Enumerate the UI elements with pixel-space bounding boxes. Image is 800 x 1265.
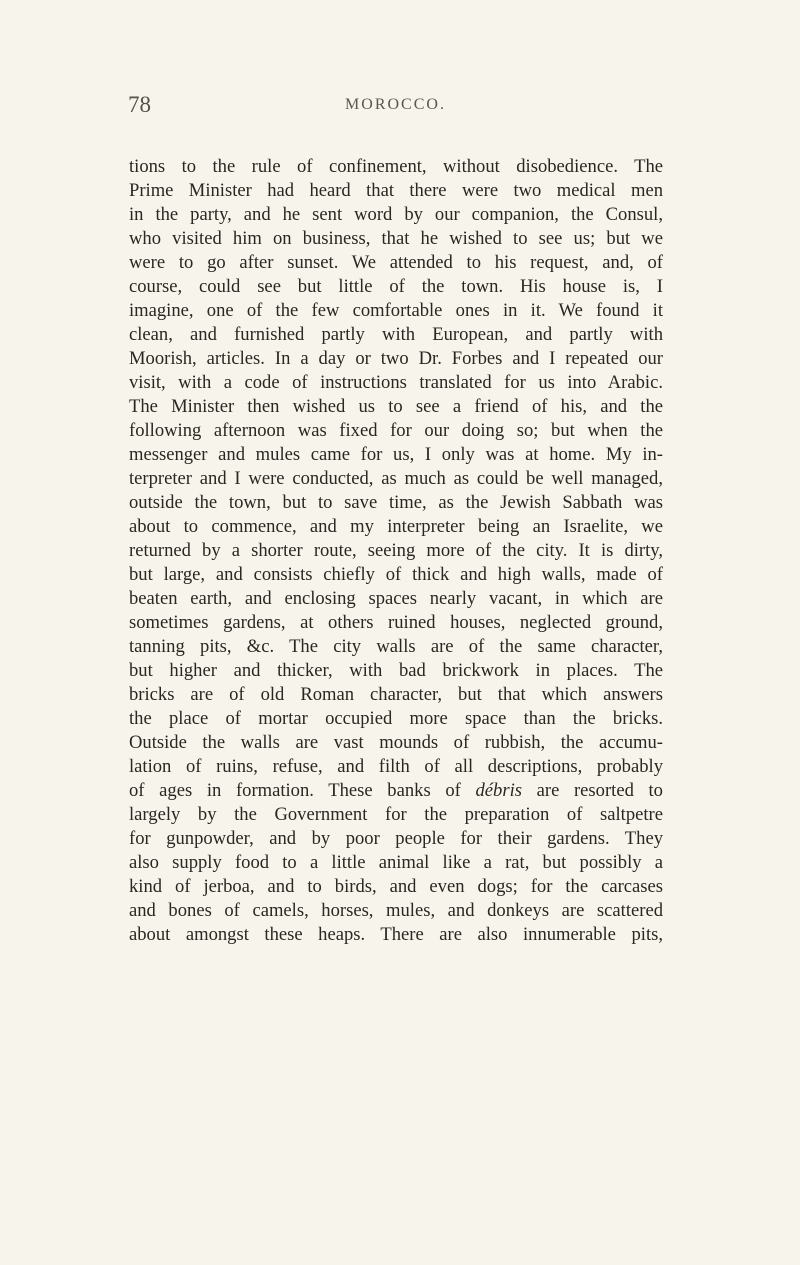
text-line: following afternoon was fixed for our doing so; but when the	[129, 420, 663, 441]
text-line: and bones of camels, horses, mules, and donkeys are scattered	[129, 900, 663, 921]
text-line: outside the town, but to save time, as the Jewish Sabbath was	[129, 492, 663, 513]
text-line: Prime Minister had heard that there were two medical men	[129, 180, 663, 201]
text-line: lation of ruins, refuse, and filth of all descriptions, probably	[129, 756, 663, 777]
page-number: 78	[128, 92, 151, 117]
text-line: the place of mortar occupied more space than the bricks.	[129, 708, 663, 729]
body-text	[129, 155, 663, 947]
text-line: course, could see but little of the town. His house is, I	[129, 276, 663, 297]
text-line: bricks are of old Roman character, but that which answers	[129, 684, 663, 705]
text-line: imagine, one of the few comfortable ones in it. We found it	[129, 300, 663, 321]
text-line: also supply food to a little animal like a rat, but possibly a	[129, 852, 663, 873]
text-line: The Minister then wished us to see a friend of his, and the	[129, 396, 663, 417]
text-line: kind of jerboa, and to birds, and even dogs; for the carcases	[129, 876, 663, 897]
text-line: but higher and thicker, with bad brickwork in places. The	[129, 660, 663, 681]
text-line: beaten earth, and enclosing spaces nearly vacant, in which are	[129, 588, 663, 609]
running-title: MOROCCO.	[345, 96, 446, 113]
text-line: who visited him on business, that he wished to see us; but we	[129, 228, 663, 249]
text-line: largely by the Government for the preparation of saltpetre	[129, 804, 663, 825]
text-line: sometimes gardens, at others ruined houses, neglected ground,	[129, 612, 663, 633]
text-line: of ages in formation. These banks of débris are resorted to	[129, 780, 663, 801]
text-line: in the party, and he sent word by our companion, the Consul,	[129, 204, 663, 225]
text-line: returned by a shorter route, seeing more of the city. It is dirty,	[129, 540, 663, 561]
text-line: tanning pits, &c. The city walls are of the same character,	[129, 636, 663, 657]
text-line: tions to the rule of confinement, without disobedience. The	[129, 156, 663, 177]
text-line: were to go after sunset. We attended to his request, and, of	[129, 252, 663, 273]
text-line: but large, and consists chiefly of thick and high walls, made of	[129, 564, 663, 585]
text-line: clean, and furnished partly with European, and partly with	[129, 324, 663, 345]
text-line: Moorish, articles. In a day or two Dr. Forbes and I repeated our	[129, 348, 663, 369]
text-line: messenger and mules came for us, I only was at home. My in-	[129, 444, 663, 465]
text-line: for gunpowder, and by poor people for their gardens. They	[129, 828, 663, 849]
text-line: terpreter and I were conducted, as much as could be well managed,	[129, 468, 663, 489]
text-line: visit, with a code of instructions translated for us into Arabic.	[129, 372, 663, 393]
text-line: Outside the walls are vast mounds of rubbish, the accumu-	[129, 732, 663, 753]
running-head	[128, 92, 663, 120]
text-line: about amongst these heaps. There are also innumerable pits,	[129, 924, 663, 945]
text-line: about to commence, and my interpreter being an Israelite, we	[129, 516, 663, 537]
